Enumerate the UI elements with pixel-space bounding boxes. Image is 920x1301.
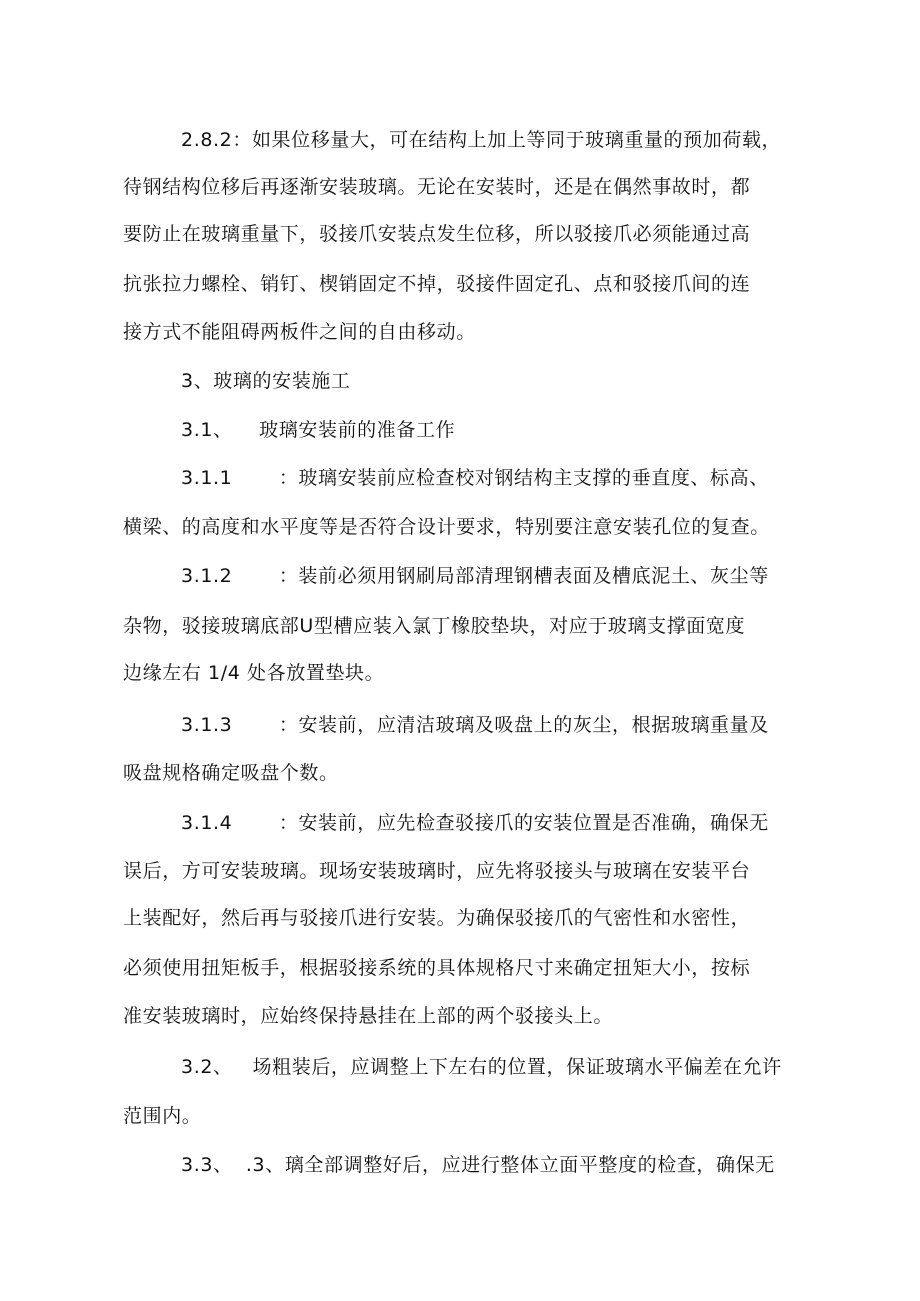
text-line: 杂物，驳接玻璃底部U型槽应装入氯丁橡胶垫块，对应于玻璃支撑面宽度 xyxy=(123,615,746,637)
text-line: 3.1.1 ：玻璃安装前应检查校对钢结构主支撑的垂直度、标高、 xyxy=(181,467,769,489)
text-line: 准安装玻璃时，应始终保持悬挂在上部的两个驳接头上。 xyxy=(123,1005,614,1027)
subsection-heading: 3.1、 玻璃安装前的准备工作 xyxy=(181,419,456,441)
text-line: 要防止在玻璃重量下，驳接爪安装点发生位移，所以驳接爪必须能通过高 xyxy=(123,223,751,245)
text-line: 误后，方可安装玻璃。现场安装玻璃时，应先将驳接头与玻璃在安装平台 xyxy=(123,860,751,882)
text-line: 3.2、 场粗装后，应调整上下左右的位置，保证玻璃水平偏差在允许 xyxy=(181,1056,782,1078)
text-line: 吸盘规格确定吸盘个数。 xyxy=(123,762,339,784)
section-heading: 3、玻璃的安装施工 xyxy=(181,370,351,392)
text-line: 2.8.2：如果位移量大，可在结构上加上等同于玻璃重量的预加荷载， xyxy=(181,129,782,151)
text-line: 横梁、的高度和水平度等是否符合设计要求，特别要注意安装孔位的复查。 xyxy=(123,516,770,538)
text-line: 3.3、 .3、璃全部调整好后，应进行整体立面平整度的检查，确保无 xyxy=(181,1154,775,1176)
text-line: 3.1.4 ：安装前，应先检查驳接爪的安装位置是否准确，确保无 xyxy=(181,812,769,834)
text-line: 边缘左右 1/4 处各放置垫块。 xyxy=(123,662,385,684)
text-line: 上装配好，然后再与驳接爪进行安装。为确保驳接爪的气密性和水密性， xyxy=(123,907,751,929)
text-line: 待钢结构位移后再逐渐安装玻璃。无论在安装时，还是在偶然事故时，都 xyxy=(123,176,751,198)
text-line: 范围内。 xyxy=(123,1105,202,1127)
text-line: 3.1.2 ：装前必须用钢刷局部清理钢槽表面及槽底泥土、灰尘等 xyxy=(181,565,769,587)
text-line: 必须使用扭矩板手，根据驳接系统的具体规格尺寸来确定扭矩大小，按标 xyxy=(123,957,751,979)
text-line: 抗张拉力螺栓、销钉、楔销固定不掉，驳接件固定孔、点和驳接爪间的连 xyxy=(123,273,751,295)
text-line: 3.1.3 ：安装前，应清洁玻璃及吸盘上的灰尘，根据玻璃重量及 xyxy=(181,714,769,736)
text-line: 接方式不能阻碍两板件之间的自由移动。 xyxy=(123,321,476,343)
